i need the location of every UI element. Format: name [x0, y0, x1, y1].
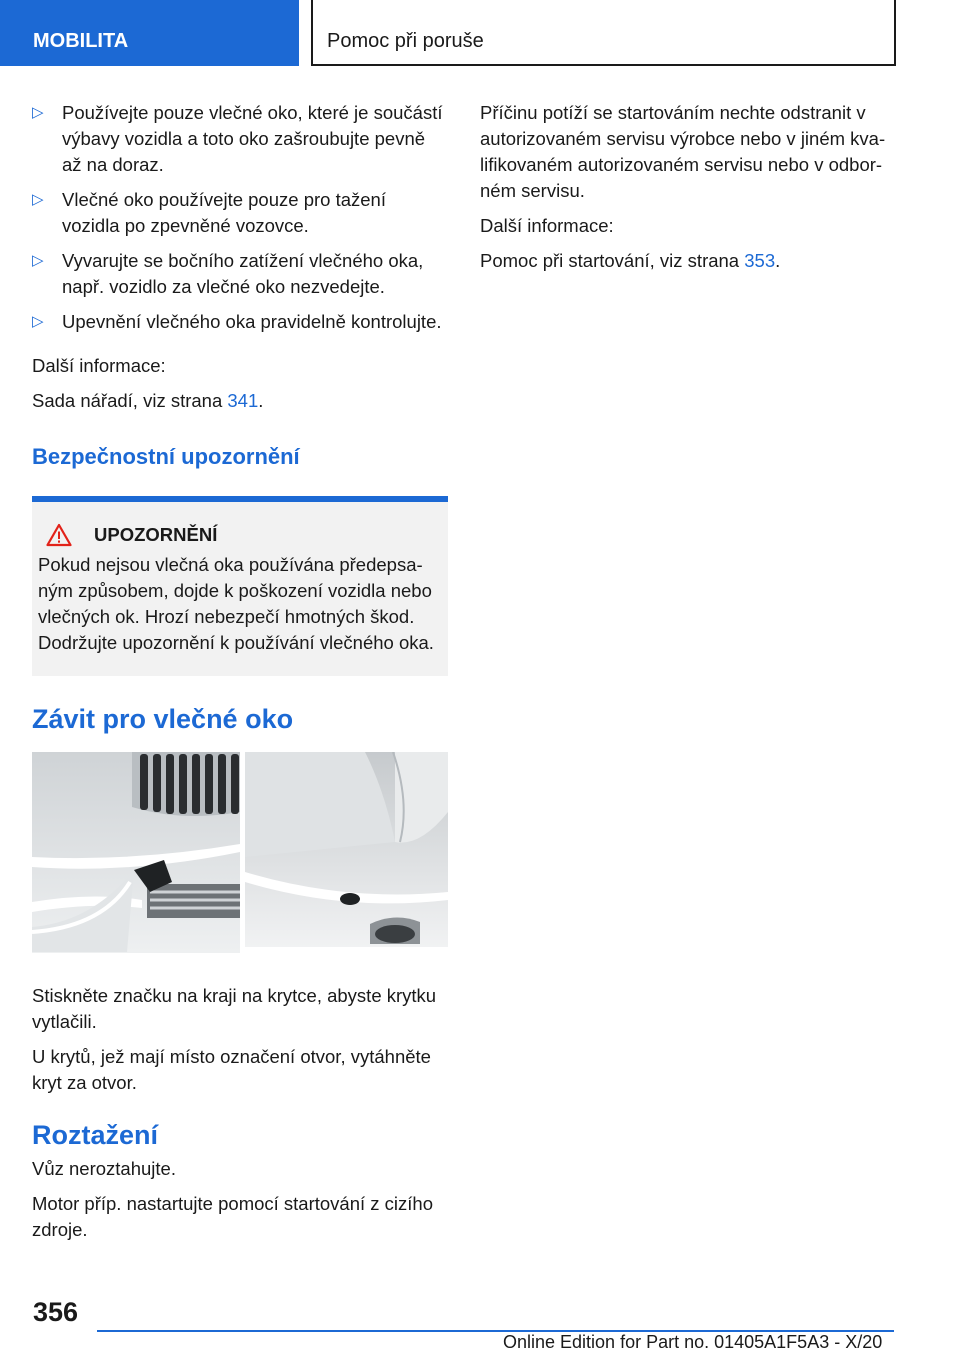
- front-bumper-illustration: [32, 752, 240, 953]
- thread-heading: Závit pro vlečné oko: [32, 704, 294, 734]
- tow-eye-cover-figure: [32, 752, 448, 953]
- list-item: ▷ Upevnění vlečného oka pravidelně kontrolujte.: [32, 309, 448, 335]
- triangle-right-outline-icon: ▷: [32, 313, 44, 330]
- thread-paragraph-2: U krytů, jež mají místo označení otvor, vytáhněte kryt za otvor.: [32, 1046, 431, 1093]
- right-paragraph: Příčinu potíží se startováním nechte odstranit v autorizovaném servisu výrobce nebo v jiném kvalifikovaném autorizovaném servisu nebo v odborném servisu.: [480, 102, 886, 201]
- warning-text: Pokud nejsou vlečná oka používána předepsaným způsobem, dojde k poškození vozidla nebo vlečných ok. Hrozí nebezpečí hmotných škod. Dodržujte upozornění k používání vlečného oka.: [38, 554, 434, 653]
- left-column: [32, 100, 448, 1252]
- more-info-label: Další informace:: [32, 355, 166, 376]
- warning-title: UPOZORNĚNÍ: [94, 524, 218, 545]
- warning-box: [32, 496, 448, 676]
- pull-paragraph-1: Vůz neroztahujte.: [32, 1158, 176, 1179]
- page-link[interactable]: 341: [227, 390, 259, 411]
- cross-reference: Sada nářadí, viz strana 341.: [32, 390, 264, 411]
- footer-edition: Online Edition for Part no. 01405A1F5A3 - X/20: [503, 1332, 883, 1352]
- warning-header: [38, 522, 440, 548]
- chapter-tab: MOBILITA: [0, 0, 299, 66]
- list-item: ▷ Vlečné oko používejte pouze pro tažení vozidla po zpevněné vozovce.: [32, 189, 386, 236]
- triangle-right-outline-icon: ▷: [32, 104, 44, 121]
- thread-paragraph-1: Stiskněte značku na kraji na krytce, abyste krytku vytlačili.: [32, 985, 437, 1032]
- triangle-right-outline-icon: ▷: [32, 252, 44, 269]
- page-number: 356: [33, 1297, 79, 1327]
- right-column: [480, 100, 900, 283]
- pull-paragraph-2: Motor příp. nastartujte pomocí startování z cizího zdroje.: [32, 1193, 434, 1240]
- pull-heading: Roztažení: [32, 1120, 159, 1150]
- section-title: Pomoc při poruše: [311, 0, 896, 66]
- page-link[interactable]: 353: [744, 250, 776, 271]
- list-item: ▷ Používejte pouze vlečné oko, které je součástí výbavy vozidla a toto oko zašroubujte pevně až na doraz.: [32, 102, 443, 175]
- safety-heading: Bezpečnostní upozornění: [32, 444, 300, 469]
- more-info-label: Další informace:: [480, 215, 614, 236]
- cross-reference: Pomoc při startování, viz strana 353.: [480, 250, 781, 271]
- list-item: ▷ Vyvarujte se bočního zatížení vlečného oka, např. vozidlo za vlečné oko nezvedejte.: [32, 250, 424, 297]
- warning-triangle-icon: [46, 523, 72, 547]
- triangle-right-outline-icon: ▷: [32, 191, 44, 208]
- rear-bumper-illustration: [245, 752, 448, 947]
